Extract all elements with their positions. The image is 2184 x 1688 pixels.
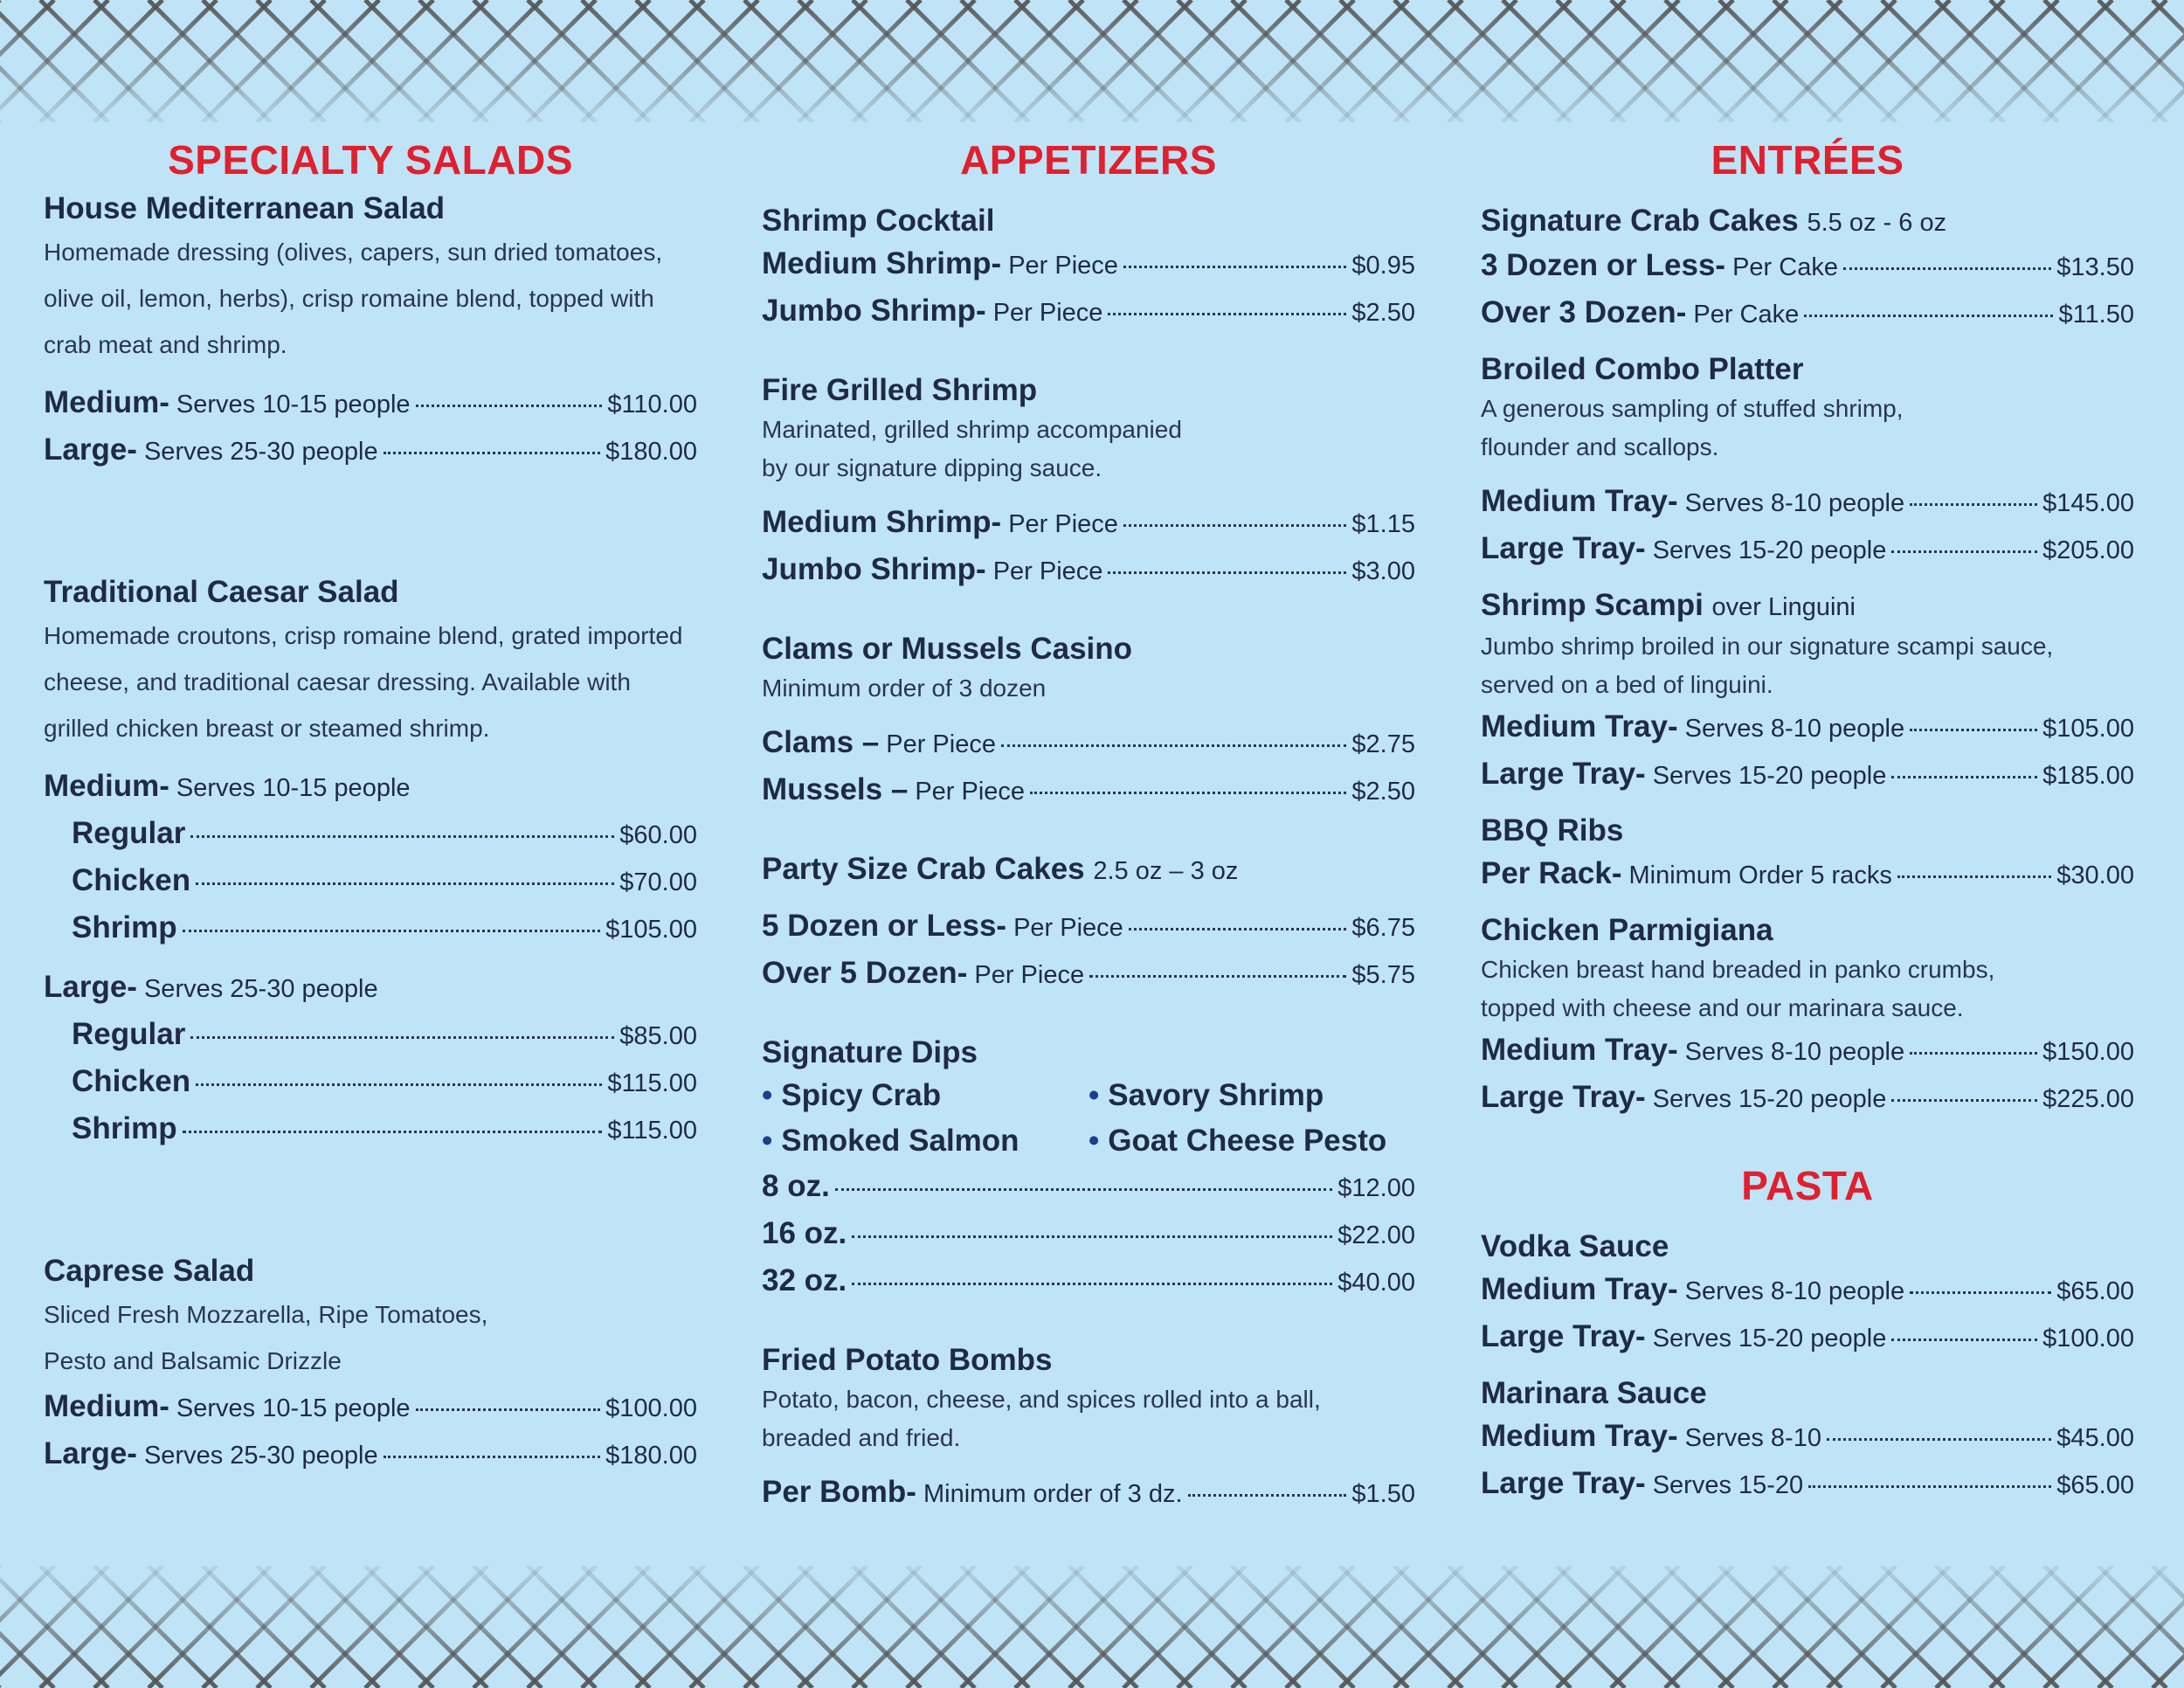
price-value: $40.00 [1337,1269,1415,1297]
price-label: Jumbo Shrimp- [762,552,986,586]
signature-dips [762,1033,1415,1305]
price-row [762,903,1415,951]
price-note: Per Cake [1693,301,1800,329]
dip-flavor: • Savory Shrimp [1089,1073,1415,1118]
price-label: Large- [44,432,137,467]
section-title-pasta: PASTA [1741,1163,1874,1208]
price-label: Regular [72,1017,186,1051]
price-note: Serves 15-20 people [1652,1085,1887,1113]
price-list [762,241,1415,336]
price-list [762,720,1415,814]
item-description-line: breaded and fried. [762,1424,961,1451]
price-note: Serves 25-30 people [143,1442,378,1470]
signature-crab-cakes [1481,201,2134,337]
price-row [1481,1027,2134,1075]
price-note: Serves 8-10 people [1684,489,1905,517]
price-value: $145.00 [2042,489,2134,517]
size-note: Serves 25-30 people [143,975,378,1003]
price-label: Large Tray- [1481,1080,1646,1114]
price-list [762,1470,1415,1517]
dot-leader [1089,975,1346,978]
price-value: $2.75 [1351,730,1415,758]
dot-leader [1891,1339,2037,1341]
size-label: Large- [44,970,137,1004]
price-label: Medium Tray- [1481,1419,1678,1453]
price-value: $205.00 [2042,536,2134,564]
dot-leader [196,1083,602,1086]
price-label: Medium Shrimp- [762,246,1002,280]
price-value: $13.50 [2056,253,2134,281]
item-description: Homemade dressing (olives, capers, sun dried tomatoes, olive oil, lemon, herbs), crisp romaine blend, topped with crab meat and shrimp. [44,239,663,358]
price-note: Serves 15-20 people [1652,1325,1887,1352]
price-note: Serves 10-15 people [176,1394,411,1422]
price-row [72,905,697,952]
price-label: Medium Shrimp- [762,505,1002,539]
item-description-line: flounder and scallops. [1481,433,1719,460]
price-row [762,767,1415,814]
price-value: $2.50 [1351,778,1415,806]
price-label: 8 oz. [762,1169,830,1203]
price-row [72,858,697,905]
item-name [1481,585,2134,627]
salads-column [44,131,697,1478]
price-value: $5.75 [1351,961,1415,989]
item-size-note: 5.5 oz - 6 oz [1807,209,1947,237]
dot-leader [852,1235,1332,1238]
vodka-sauce [1481,1227,2134,1361]
price-note: Per Piece [1008,510,1118,538]
price-label: 5 Dozen or Less- [762,909,1007,943]
item-name: Fire Grilled Shrimp [762,373,1038,407]
item-description: Minimum order of 3 dozen [762,675,1047,702]
price-label: Shrimp [72,1111,177,1145]
marinara-sauce [1481,1373,2134,1508]
price-value: $100.00 [605,1394,697,1422]
price-label: 16 oz. [762,1216,847,1250]
house-salad [44,189,697,474]
price-label: Large Tray- [1481,531,1646,565]
price-value: $22.00 [1337,1221,1415,1249]
price-row [44,1431,697,1478]
price-label: Mussels – [762,772,909,806]
item-description-line: served on a bed of linguini. [1481,671,1773,698]
dot-leader [1891,1099,2037,1102]
price-list [1481,851,2134,898]
price-note: Serves 15-20 people [1652,536,1887,564]
price-row [1481,704,2134,751]
price-row [762,951,1415,998]
price-note: Minimum order of 3 dz. [923,1480,1183,1508]
dot-leader [1843,267,2051,270]
section-title-salads: SPECIALTY SALADS [168,137,573,183]
item-description-line: Pesto and Balsamic Drizzle [44,1347,342,1374]
price-value: $30.00 [2056,861,2134,889]
item-description: Homemade croutons, crisp romaine blend, grated imported cheese, and traditional caesar dressing. Available with grilled chicken breast or steamed shrimp. [44,622,683,742]
dot-leader [183,1131,603,1133]
dot-leader [190,835,614,838]
price-note: Per Piece [886,730,996,758]
price-value: $65.00 [2056,1277,2134,1305]
item-description-line: topped with cheese and our marinara sauce. [1481,994,1964,1021]
price-list [1481,1027,2134,1122]
fire-grilled-shrimp [762,370,1415,594]
dip-flavor: • Goat Cheese Pesto [1089,1118,1415,1164]
dot-leader [1030,792,1346,794]
price-row [1481,1461,2134,1508]
dot-leader [1108,313,1346,315]
price-label: Per Rack- [1481,856,1622,890]
price-row [762,500,1415,547]
dot-leader [1188,1494,1347,1497]
price-label: Clams – [762,725,880,759]
price-label: Regular [72,816,186,850]
price-list [762,903,1415,998]
price-row [44,1384,697,1431]
price-value: $85.00 [619,1022,697,1050]
item-name-text: Party Size Crab Cakes [762,852,1085,886]
clams-mussels-casino [762,629,1415,814]
price-value: $45.00 [2056,1424,2134,1452]
price-list [1481,1414,2134,1508]
price-row [44,427,697,474]
price-row [1481,751,2134,799]
item-description-line: Chicken breast hand breaded in panko crumbs, [1481,956,1995,983]
price-value: $185.00 [2042,762,2134,790]
item-name: Caprese Salad [44,1254,255,1288]
section-title-appetizers: APPETIZERS [960,137,1217,183]
price-label: Large Tray- [1481,757,1646,791]
item-description-line: by our signature dipping sauce. [762,454,1102,481]
price-note: Serves 15-20 people [1652,762,1887,790]
dot-leader [1891,550,2037,553]
price-row [1481,1414,2134,1461]
price-value: $65.00 [2056,1471,2134,1499]
price-label: Medium Tray- [1481,709,1678,744]
dot-leader [1827,1438,2051,1441]
price-value: $1.15 [1351,510,1415,538]
dip-flavors [762,1073,1415,1164]
price-note: Serves 15-20 [1652,1471,1804,1499]
party-size-crab-cakes [762,849,1415,998]
item-description-line: Potato, bacon, cheese, and spices rolled into a ball, [762,1386,1321,1413]
price-value: $60.00 [619,821,697,849]
price-list [44,1384,697,1478]
price-label: Per Bomb- [762,1475,916,1509]
caprese-salad [44,1251,697,1478]
price-value: $11.50 [2058,301,2134,329]
dot-leader [190,1036,614,1039]
dot-leader [384,452,601,454]
price-note: Per Piece [992,299,1103,327]
price-list [1481,704,2134,799]
item-size-note: over Linguini [1711,593,1856,621]
price-row [762,241,1415,288]
price-label: Chicken [72,863,191,897]
price-label: Large- [44,1436,137,1470]
price-value: $225.00 [2042,1085,2134,1113]
price-value: $0.95 [1351,252,1415,280]
price-list [1481,1267,2134,1361]
item-description-line: Jumbo shrimp broiled in our signature scampi sauce, [1481,633,2054,660]
price-row [1481,1314,2134,1361]
price-value: $105.00 [605,916,697,944]
item-name: Signature Dips [762,1035,978,1069]
item-name: Traditional Caesar Salad [44,575,399,609]
dot-leader [416,1408,601,1411]
price-list [762,500,1415,594]
item-description-line: A generous sampling of stuffed shrimp, [1481,395,1904,422]
dip-flavor: • Spicy Crab [762,1073,1089,1118]
price-list [44,380,697,474]
price-value: $100.00 [2042,1325,2134,1352]
dot-leader [1897,875,2051,878]
price-value: $150.00 [2042,1038,2134,1066]
price-note: Serves 8-10 people [1684,1038,1905,1066]
item-name: Fried Potato Bombs [762,1343,1053,1377]
price-note: Serves 8-10 people [1684,1277,1905,1305]
dot-leader [384,1456,601,1458]
fried-potato-bombs [762,1340,1415,1517]
price-note: Serves 8-10 [1684,1424,1821,1452]
item-name-text: Shrimp Scampi [1481,588,1704,622]
item-name: Vodka Sauce [1481,1229,1669,1263]
price-note: Per Piece [1013,914,1123,942]
price-label: Chicken [72,1064,191,1098]
price-label: 32 oz. [762,1263,847,1297]
dot-leader [1123,524,1347,527]
price-note: Per Cake [1732,253,1838,281]
price-row [762,288,1415,336]
price-list [44,811,697,952]
price-label: Medium Tray- [1481,1033,1678,1067]
price-row [1481,851,2134,898]
dot-leader [1808,1485,2051,1488]
fishing-net-top-border [0,0,2184,122]
price-row [1481,243,2134,290]
price-label: Over 3 Dozen- [1481,295,1687,329]
size-note: Serves 10-15 people [176,774,411,802]
shrimp-scampi [1481,585,2134,799]
price-row [1481,1267,2134,1314]
price-row [72,1106,697,1153]
item-name: Marinara Sauce [1481,1376,1707,1410]
price-row [762,1211,1415,1258]
dot-leader [196,882,614,885]
dot-leader [1910,729,2037,731]
price-row [762,720,1415,767]
price-note: Per Piece [1008,252,1118,280]
price-value: $180.00 [605,438,697,466]
price-value: $105.00 [2042,715,2134,743]
caesar-salad [44,572,697,1153]
price-label: Large Tray- [1481,1319,1646,1353]
price-value: $70.00 [619,868,697,896]
price-label: 3 Dozen or Less- [1481,248,1726,282]
chicken-parmigiana [1481,910,2134,1122]
shrimp-cocktail [762,201,1415,336]
item-name [1481,201,2134,243]
item-size-note: 2.5 oz – 3 oz [1093,857,1239,885]
price-value: $6.75 [1351,914,1415,942]
price-note: Serves 10-15 people [176,391,411,419]
price-label: Medium Tray- [1481,484,1678,518]
dot-leader [1910,1291,2051,1294]
item-description-line: Sliced Fresh Mozzarella, Ripe Tomatoes, [44,1301,488,1328]
dot-leader [1129,928,1347,930]
broiled-combo-platter [1481,349,2134,573]
price-value: $3.00 [1351,557,1415,585]
item-name: BBQ Ribs [1481,813,1624,847]
price-row [1481,1075,2134,1122]
price-list [1481,243,2134,337]
price-note: Serves 8-10 people [1684,715,1905,743]
item-name-text: Signature Crab Cakes [1481,204,1799,238]
price-value: $110.00 [607,391,697,419]
price-list [44,1012,697,1153]
section-title-entrees: ENTRÉES [1711,137,1904,183]
size-header-medium [44,764,697,811]
price-row [72,811,697,858]
item-name: Chicken Parmigiana [1481,913,1773,947]
price-row [1481,479,2134,526]
price-value: $115.00 [607,1069,697,1097]
price-label: Medium- [44,385,169,419]
price-value: $1.50 [1351,1480,1415,1508]
price-label: Jumbo Shrimp- [762,294,986,328]
dot-leader [835,1188,1333,1191]
bbq-ribs [1481,811,2134,898]
price-row [72,1012,697,1059]
dot-leader [416,405,603,407]
price-value: $115.00 [607,1117,697,1145]
fishing-net-bottom-border [0,1566,2184,1688]
size-header-large [44,965,697,1012]
item-name: Broiled Combo Platter [1481,352,1804,386]
appetizers-column [762,131,1415,1517]
dot-leader [1891,776,2037,778]
price-label: Large Tray- [1481,1466,1646,1500]
dot-leader [183,930,601,932]
price-row [44,380,697,427]
price-row [762,1470,1415,1517]
price-row [762,1258,1415,1305]
price-row [72,1059,697,1106]
price-list [762,1164,1415,1305]
item-description-line: Marinated, grilled shrimp accompanied [762,416,1182,443]
price-note: Serves 25-30 people [143,438,378,466]
price-row [1481,290,2134,337]
size-label: Medium- [44,769,169,803]
dot-leader [1108,571,1346,574]
item-name: Clams or Mussels Casino [762,632,1133,666]
dot-leader [1123,266,1347,268]
item-name: Shrimp Cocktail [762,204,995,238]
entrees-column [1481,131,2134,1508]
dip-flavor: • Smoked Salmon [762,1118,1089,1164]
price-note: Per Piece [974,961,1085,989]
price-note: Per Piece [915,778,1026,806]
price-value: $2.50 [1351,299,1415,327]
price-label: Shrimp [72,910,177,944]
price-row [1481,526,2134,573]
dot-leader [1001,744,1346,747]
price-label: Over 5 Dozen- [762,956,968,990]
price-label: Medium Tray- [1481,1272,1678,1306]
item-name: House Mediterranean Salad [44,191,446,225]
item-name [762,849,1415,891]
price-label: Medium- [44,1389,169,1423]
price-value: $12.00 [1337,1174,1415,1202]
price-note: Per Piece [992,557,1103,585]
dot-leader [1804,315,2053,317]
dot-leader [852,1283,1332,1285]
dot-leader [1910,1052,2037,1055]
price-value: $180.00 [605,1442,697,1470]
dot-leader [1910,503,2037,506]
price-row [762,1164,1415,1211]
price-list [1481,479,2134,573]
price-note: Minimum Order 5 racks [1628,861,1892,889]
price-row [762,547,1415,594]
